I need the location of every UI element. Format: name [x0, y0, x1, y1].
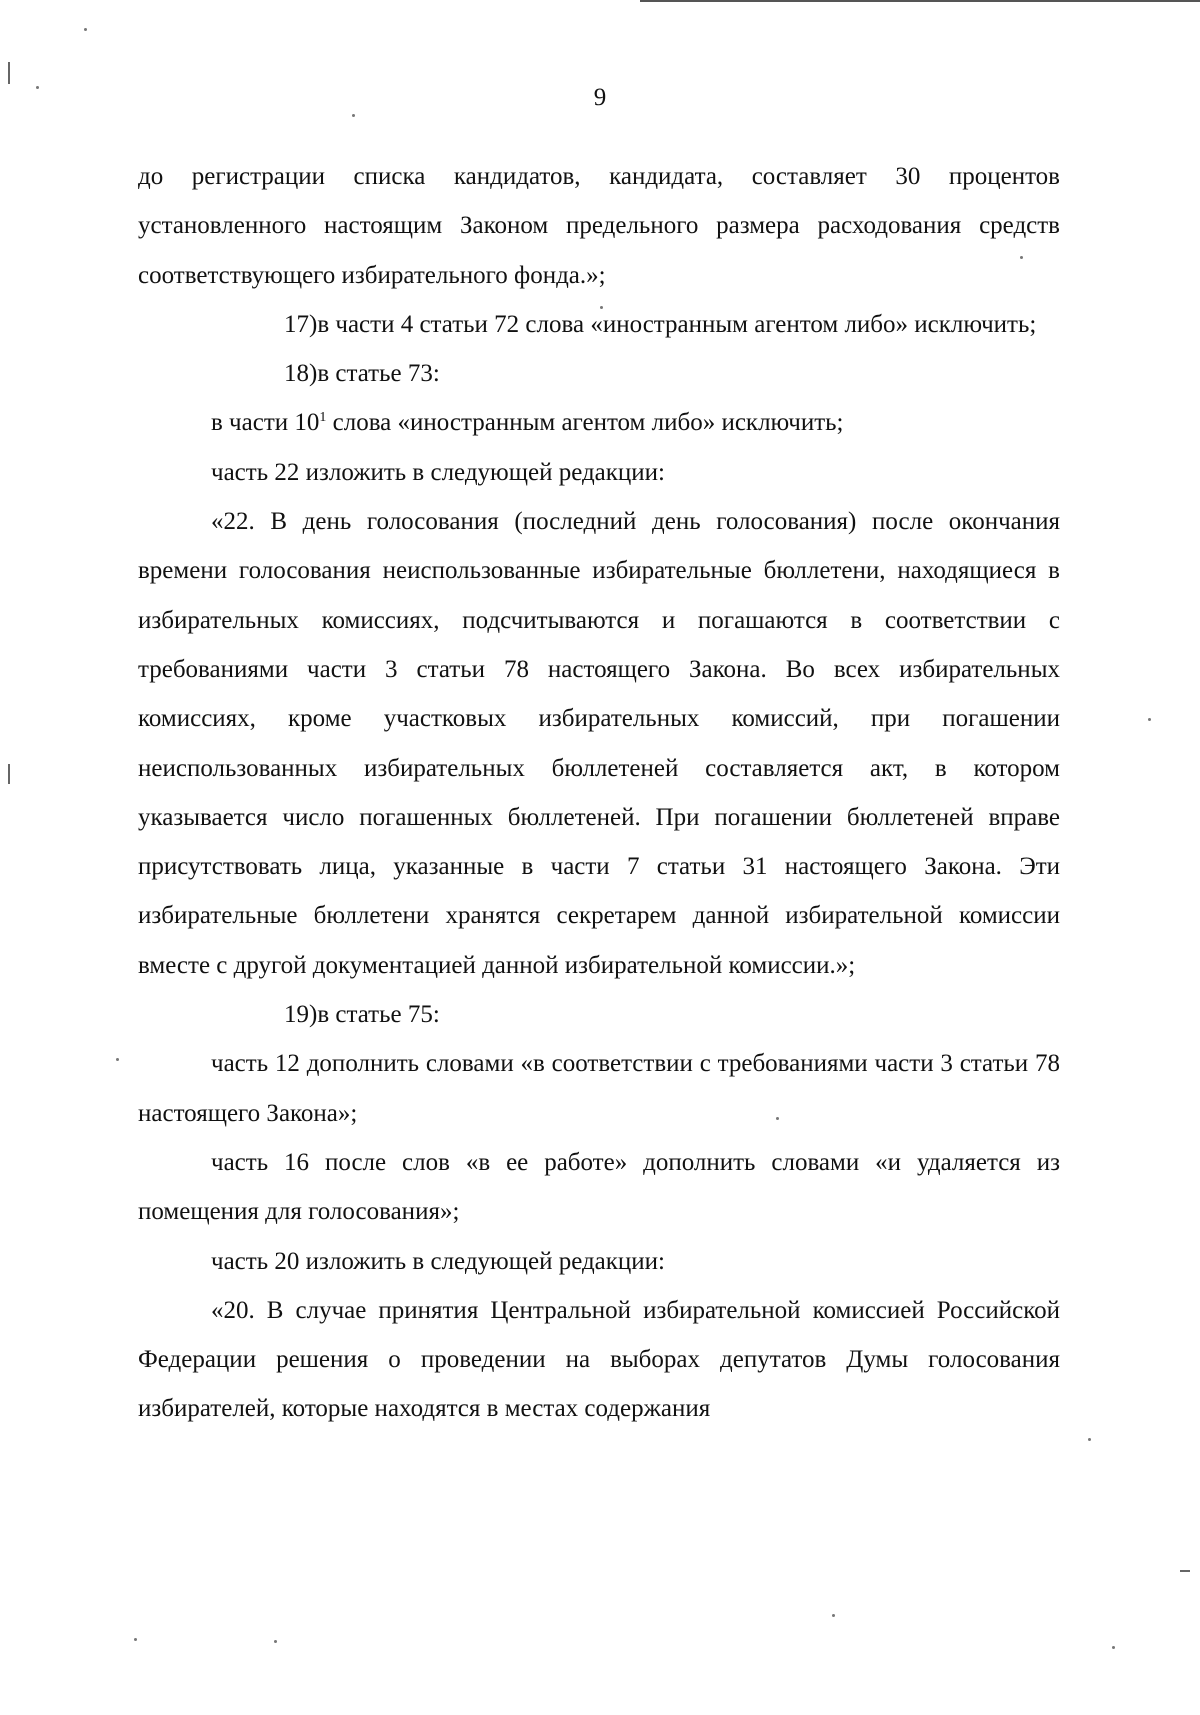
item-19-part-20-intro: часть 20 изложить в следующей редакции: — [211, 1247, 666, 1275]
scan-speck — [134, 1638, 137, 1641]
item-18-subpoint-10-1 — [138, 398, 1060, 447]
item-number-18: 18) — [284, 360, 318, 388]
scan-edge-mark — [1180, 1570, 1190, 1572]
scan-speck — [84, 28, 87, 31]
scan-speck — [36, 86, 39, 89]
item-18-part-22-intro: часть 22 изложить в следующей редакции: — [211, 458, 666, 486]
subpoint-text-end: слова «иностранным агентом либо» исключить; — [326, 409, 844, 437]
document-body — [138, 152, 1060, 1434]
scan-speck — [1088, 1438, 1091, 1441]
scan-speck — [116, 1058, 119, 1061]
item-19-part-12: часть 12 дополнить словами «в соответствии с требованиями части 3 статьи 78 настоящего Закона»; — [138, 1050, 1060, 1127]
scan-speck — [832, 1614, 835, 1617]
part-22-new-text: «22. В день голосования (последний день голосования) после окончания времени голосования неиспользованные избирательные бюллетени, находящиеся в избирательных комиссиях, подсчитываются и погашаются в соответствии с требованиями части 3 статьи 78 настоящего Закона. Во всех избирательных комиссиях, кроме участковых избирательных комиссий, при погашении неиспользованных избирательных бюллетеней составляется акт, в котором указывается число погашенных бюллетеней. При погашении бюллетеней вправе присутствовать лица, указанные в части 7 статьи 31 настоящего Закона. Эти избирательные бюллетени хранятся секретарем данной избирательной комиссии вместе с другой документацией данной избирательной комиссии.»; — [138, 508, 1060, 979]
item-19-part-16: часть 16 после слов «в ее работе» дополнить словами «и удаляется из помещения для голосования»; — [138, 1148, 1060, 1226]
scan-edge-mark — [8, 764, 10, 784]
item-19-text: в статье 75: — [317, 1001, 440, 1029]
item-18 — [138, 349, 1060, 398]
scan-speck — [274, 1640, 277, 1643]
part-20-new-text: «20. В случае принятия Центральной избирательной комиссией Российской Федерации решения о проведении на выборах депутатов Думы голосования избирателей, которые находятся в местах содержания — [138, 1296, 1060, 1423]
scan-speck — [352, 114, 355, 117]
scan-edge-mark — [8, 62, 10, 84]
top-edge-rule — [640, 0, 1200, 2]
item-number-19: 19) — [284, 1001, 318, 1029]
item-number-17: 17) — [284, 310, 318, 338]
scan-speck — [776, 1117, 779, 1120]
scan-speck — [1020, 256, 1023, 259]
item-17 — [138, 300, 1060, 349]
page-number: 9 — [593, 84, 607, 111]
scan-speck — [1148, 718, 1151, 721]
superscript-index: 1 — [319, 410, 327, 426]
item-19 — [138, 990, 1060, 1039]
scan-speck — [600, 306, 603, 309]
item-18-text: в статье 73: — [317, 360, 440, 388]
paragraph-continuation: до регистрации списка кандидатов, кандидата, составляет 30 процентов установленного настоящим Законом предельного размера расходования средств соответствующего избирательного фонда.»; — [138, 163, 1060, 289]
scan-speck — [1112, 1646, 1115, 1649]
item-17-text: в части 4 статьи 72 слова «иностранным агентом либо» исключить; — [317, 310, 1037, 338]
subpoint-text-start: в части 10 — [211, 409, 320, 437]
